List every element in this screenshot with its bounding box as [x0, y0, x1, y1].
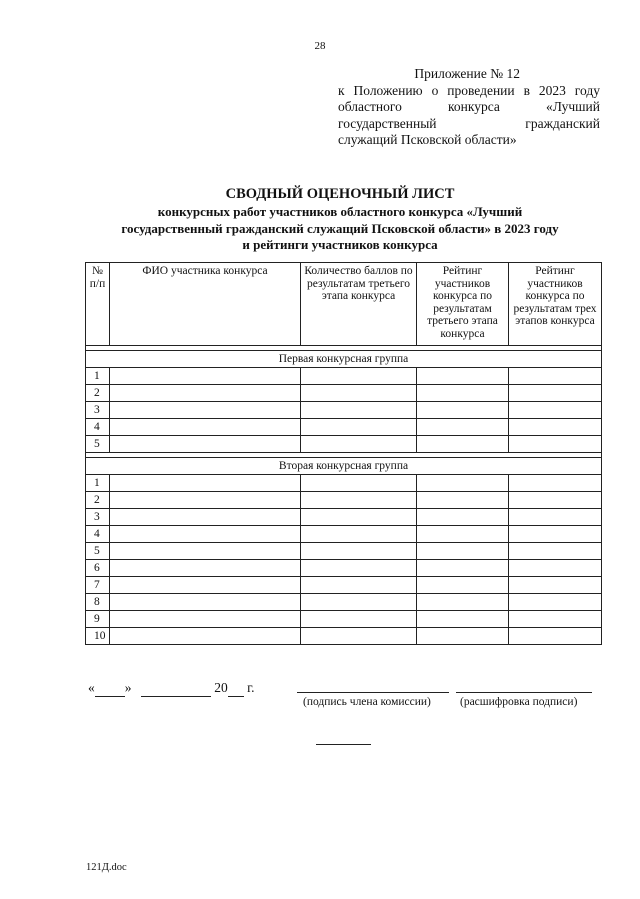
subtitle-line: конкурсных работ участников областного конкурса «Лучший: [157, 204, 523, 219]
row-number: 3: [86, 402, 110, 419]
name-cell[interactable]: [110, 628, 301, 645]
row-number: 7: [86, 577, 110, 594]
table-row: [86, 436, 602, 453]
score-cell[interactable]: [301, 492, 417, 509]
rating-stage3-cell[interactable]: [417, 436, 509, 453]
rating-total-cell[interactable]: [509, 526, 602, 543]
rating-total-cell[interactable]: [509, 475, 602, 492]
signature-line[interactable]: [297, 692, 449, 693]
score-cell[interactable]: [301, 594, 417, 611]
row-number: 2: [86, 385, 110, 402]
document-subtitle: [70, 204, 610, 254]
rating-total-cell[interactable]: [509, 577, 602, 594]
rating-stage3-cell[interactable]: [417, 509, 509, 526]
row-number: 1: [86, 475, 110, 492]
document-title: СВОДНЫЙ ОЦЕНОЧНЫЙ ЛИСТ: [225, 186, 455, 202]
rating-stage3-cell[interactable]: [417, 419, 509, 436]
evaluation-table: [85, 262, 602, 645]
rating-total-cell[interactable]: [509, 509, 602, 526]
table-row: [86, 402, 602, 419]
rating-stage3-cell[interactable]: [417, 368, 509, 385]
header-rating-stage3: Рейтинг участников конкурса по результатам третьего этапа конкурса: [417, 263, 509, 346]
score-cell[interactable]: [301, 385, 417, 402]
score-cell[interactable]: [301, 419, 417, 436]
row-number: 9: [86, 611, 110, 628]
table-row: [86, 628, 602, 645]
row-number: 4: [86, 526, 110, 543]
rating-stage3-cell[interactable]: [417, 492, 509, 509]
table-row: [86, 475, 602, 492]
rating-stage3-cell[interactable]: [417, 611, 509, 628]
header-rating-total: Рейтинг участников конкурса по результатам трех этапов конкурса: [509, 263, 602, 346]
score-cell[interactable]: [301, 611, 417, 628]
score-cell[interactable]: [301, 526, 417, 543]
header-name: ФИО участника конкурса: [110, 263, 301, 346]
appendix-line: служащий Псковской области»: [338, 132, 517, 147]
table-row: [86, 509, 602, 526]
row-number: 4: [86, 419, 110, 436]
score-cell[interactable]: [301, 543, 417, 560]
score-cell[interactable]: [301, 402, 417, 419]
name-cell[interactable]: [110, 419, 301, 436]
day-blank[interactable]: [95, 680, 125, 697]
name-cell[interactable]: [110, 543, 301, 560]
open-quote: «: [88, 680, 95, 695]
table-row: [86, 560, 602, 577]
table-row: [86, 492, 602, 509]
row-number: 2: [86, 492, 110, 509]
name-cell[interactable]: [110, 385, 301, 402]
table-row: [86, 611, 602, 628]
rating-stage3-cell[interactable]: [417, 526, 509, 543]
row-number: 8: [86, 594, 110, 611]
appendix-line: областного конкурса «Лучший: [338, 99, 600, 114]
table-header-row: [86, 263, 602, 346]
table-row: [86, 526, 602, 543]
month-blank[interactable]: [141, 680, 211, 697]
year-prefix: 20: [214, 680, 228, 695]
name-cell[interactable]: [110, 560, 301, 577]
rating-stage3-cell[interactable]: [417, 385, 509, 402]
table-row: [86, 368, 602, 385]
name-cell[interactable]: [110, 526, 301, 543]
appendix-line: государственный гражданский: [338, 115, 600, 131]
end-dash: [316, 744, 371, 745]
rating-stage3-cell[interactable]: [417, 475, 509, 492]
row-number: 3: [86, 509, 110, 526]
close-quote: »: [124, 680, 132, 695]
date-field: [88, 680, 255, 697]
name-cell[interactable]: [110, 436, 301, 453]
score-cell[interactable]: [301, 509, 417, 526]
rating-total-cell[interactable]: [509, 385, 602, 402]
subtitle-line: государственный гражданский служащий Псковской области» в 2023 году: [121, 220, 559, 236]
year-suffix: г.: [247, 680, 255, 695]
row-number: 6: [86, 560, 110, 577]
group-name: Первая конкурсная группа: [86, 351, 602, 368]
caption-decoding: (расшифровка подписи): [460, 696, 578, 708]
row-number: 1: [86, 368, 110, 385]
decoding-line[interactable]: [456, 692, 592, 693]
appendix-block: [338, 66, 600, 149]
name-cell[interactable]: [110, 368, 301, 385]
caption-signature: (подпись члена комиссии): [303, 696, 431, 708]
rating-stage3-cell[interactable]: [417, 594, 509, 611]
table-row: [86, 577, 602, 594]
group-name: Вторая конкурсная группа: [86, 458, 602, 475]
table-row: [86, 594, 602, 611]
table-row: [86, 385, 602, 402]
rating-total-cell[interactable]: [509, 560, 602, 577]
name-cell[interactable]: [110, 492, 301, 509]
rating-stage3-cell[interactable]: [417, 577, 509, 594]
appendix-line: к Положению о проведении в 2023 году: [338, 82, 600, 98]
score-cell[interactable]: [301, 475, 417, 492]
rating-total-cell[interactable]: [509, 594, 602, 611]
name-cell[interactable]: [110, 611, 301, 628]
row-number: 5: [86, 436, 110, 453]
rating-total-cell[interactable]: [509, 543, 602, 560]
rating-total-cell[interactable]: [509, 436, 602, 453]
score-cell[interactable]: [301, 560, 417, 577]
rating-total-cell[interactable]: [509, 628, 602, 645]
group-header-row: [86, 351, 602, 368]
score-cell[interactable]: [301, 577, 417, 594]
name-cell[interactable]: [110, 402, 301, 419]
name-cell[interactable]: [110, 577, 301, 594]
table-row: [86, 543, 602, 560]
subtitle-line: и рейтинги участников конкурса: [242, 237, 438, 252]
rating-total-cell[interactable]: [509, 368, 602, 385]
name-cell[interactable]: [110, 509, 301, 526]
header-score: Количество баллов по результатам третьего этапа конкурса: [301, 263, 417, 346]
name-cell[interactable]: [110, 475, 301, 492]
rating-total-cell[interactable]: [509, 402, 602, 419]
appendix-title: Приложение № 12: [414, 66, 520, 81]
score-cell[interactable]: [301, 628, 417, 645]
rating-total-cell[interactable]: [509, 492, 602, 509]
group-header-row: [86, 458, 602, 475]
table-row: [86, 419, 602, 436]
rating-total-cell[interactable]: [509, 611, 602, 628]
rating-stage3-cell[interactable]: [417, 628, 509, 645]
year-blank[interactable]: [228, 680, 244, 697]
file-name: 121Д.doc: [86, 862, 127, 873]
score-cell[interactable]: [301, 436, 417, 453]
rating-stage3-cell[interactable]: [417, 543, 509, 560]
score-cell[interactable]: [301, 368, 417, 385]
rating-total-cell[interactable]: [509, 419, 602, 436]
rating-stage3-cell[interactable]: [417, 560, 509, 577]
name-cell[interactable]: [110, 594, 301, 611]
rating-stage3-cell[interactable]: [417, 402, 509, 419]
row-number: 5: [86, 543, 110, 560]
row-number: 10: [86, 628, 110, 645]
page-number: 28: [314, 40, 326, 52]
header-number: № п/п: [86, 263, 110, 346]
